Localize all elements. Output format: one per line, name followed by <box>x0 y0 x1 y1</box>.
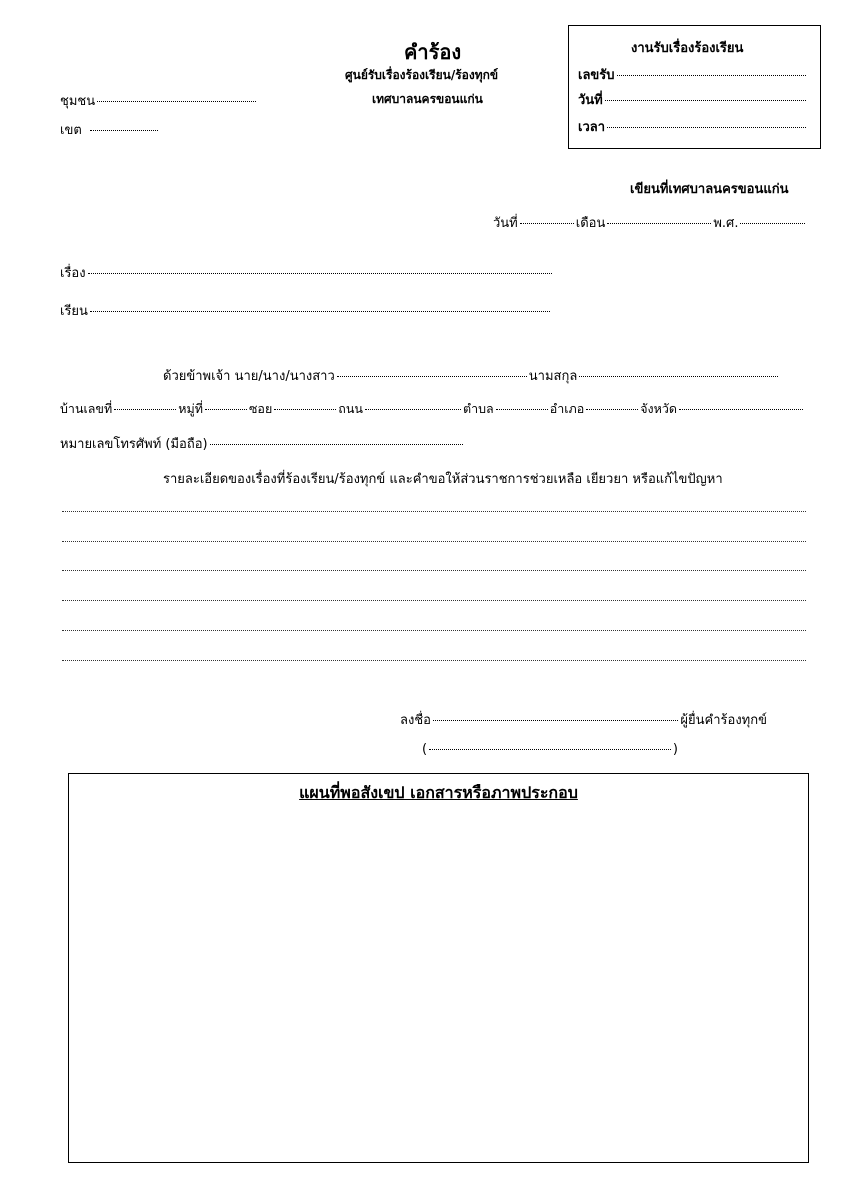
address-line[interactable] <box>60 399 805 419</box>
community-field[interactable] <box>60 90 258 111</box>
signature-role-label: ผู้ยื่นคำร้องทุกข์ <box>680 713 767 728</box>
map-box-title <box>69 781 808 806</box>
form-subtitle-municipality: เทศบาลนครขอนแก่น <box>372 92 483 106</box>
province-label: จังหวัด <box>640 401 678 416</box>
applicant-firstname-input-line[interactable] <box>337 375 527 377</box>
soi-input-line[interactable] <box>274 408 336 410</box>
recipient-input-line[interactable] <box>90 310 550 312</box>
community-input-line[interactable] <box>97 100 256 102</box>
receipt-date-input-line[interactable] <box>605 99 806 101</box>
receipt-box-title: งานรับเรื่องร้องเรียน <box>631 41 744 56</box>
signature-close-paren: ) <box>672 742 678 757</box>
receipt-number-input-line[interactable] <box>617 74 806 76</box>
province-input-line[interactable] <box>679 408 803 410</box>
recipient-field[interactable] <box>60 300 552 321</box>
district-label: อำเภอ <box>549 401 585 416</box>
signature-name-input-line[interactable] <box>429 748 671 750</box>
signature-line[interactable] <box>400 709 767 730</box>
details-intro: รายละเอียดของเรื่องที่ร้องเรียน/ร้องทุกข์ และคำขอให้ส่วนราชการช่วยเหลือ เยียวยา หรือแก้ไขปัญหา <box>163 472 723 487</box>
district-zone-label: เขต <box>60 123 82 138</box>
subdistrict-label: ตำบล <box>462 401 494 416</box>
receipt-time-label: เวลา <box>578 120 606 135</box>
receipt-number-label: เลขรับ <box>578 68 615 83</box>
district-zone-field[interactable] <box>60 119 160 140</box>
receipt-time-input-line[interactable] <box>607 126 806 128</box>
phone-label: หมายเลขโทรศัพท์ (มือถือ) <box>60 437 208 452</box>
subject-field[interactable] <box>60 262 554 283</box>
details-line-4[interactable] <box>62 600 806 601</box>
details-line-5[interactable] <box>62 630 806 631</box>
district-zone-input-line[interactable] <box>90 129 158 131</box>
receipt-number-field[interactable] <box>578 64 808 85</box>
recipient-label: เรียน <box>60 304 88 319</box>
subject-input-line[interactable] <box>88 272 552 274</box>
phone-field[interactable] <box>60 433 465 454</box>
soi-label: ซอย <box>248 401 273 416</box>
written-at: เขียนที่เทศบาลนครขอนแก่น <box>630 182 789 197</box>
map-box-title-text: แผนที่พอสังเขป เอกสารหรือภาพประกอบ <box>299 783 578 802</box>
receipt-time-field[interactable] <box>578 116 808 137</box>
district-input-line[interactable] <box>586 408 638 410</box>
signature-name-line[interactable] <box>422 742 678 757</box>
date-line[interactable] <box>493 212 807 233</box>
date-month-label: เดือน <box>575 216 606 231</box>
road-label: ถนน <box>338 401 363 416</box>
details-line-3[interactable] <box>62 570 806 571</box>
signature-label: ลงชื่อ <box>400 713 431 728</box>
house-no-label: บ้านเลขที่ <box>60 401 113 416</box>
subdistrict-input-line[interactable] <box>496 408 548 410</box>
date-day-label: วันที่ <box>493 216 518 231</box>
applicant-name-line[interactable] <box>163 365 780 386</box>
community-label: ชุมชน <box>60 94 96 109</box>
road-input-line[interactable] <box>365 408 461 410</box>
signature-input-line[interactable] <box>433 719 678 721</box>
applicant-intro-label: ด้วยข้าพเจ้า นาย/นาง/นางสาว <box>163 369 335 384</box>
details-line-2[interactable] <box>62 541 806 542</box>
moo-input-line[interactable] <box>205 408 247 410</box>
receipt-date-label: วันที่ <box>578 93 603 108</box>
signature-open-paren: ( <box>422 742 428 757</box>
form-subtitle-center: ศูนย์รับเรื่องร้องเรียน/ร้องทุกข์ <box>345 68 499 82</box>
applicant-surname-input-line[interactable] <box>579 375 778 377</box>
details-line-1[interactable] <box>62 511 806 512</box>
phone-input-line[interactable] <box>210 443 463 445</box>
moo-label: หมู่ที่ <box>178 401 203 416</box>
details-line-6[interactable] <box>62 660 806 661</box>
date-year-label: พ.ศ. <box>713 216 739 231</box>
receipt-date-field[interactable] <box>578 89 808 110</box>
house-no-input-line[interactable] <box>114 408 176 410</box>
date-year-input-line[interactable] <box>740 222 805 224</box>
subject-label: เรื่อง <box>60 266 86 281</box>
date-day-input-line[interactable] <box>520 222 574 224</box>
map-attachment-box[interactable] <box>68 773 809 1163</box>
applicant-surname-label: นามสกุล <box>528 369 578 384</box>
form-title: คำร้อง <box>404 40 462 64</box>
receipt-box <box>568 25 821 149</box>
date-month-input-line[interactable] <box>607 222 711 224</box>
